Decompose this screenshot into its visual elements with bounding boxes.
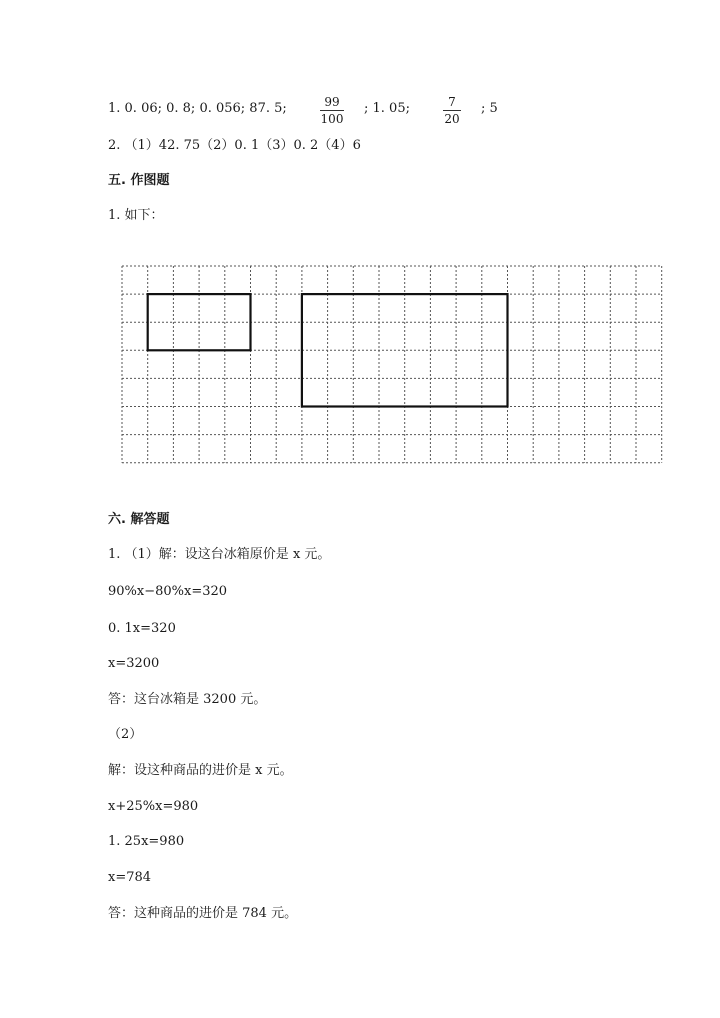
answer-line: 解：设这种商品的进价是 x 元。 bbox=[108, 763, 293, 778]
answer-line: 1. 25x=980 bbox=[108, 834, 185, 849]
section-5-title: 五. 作图题 bbox=[108, 173, 170, 188]
answer-line: 0. 1x=320 bbox=[108, 621, 176, 636]
answer-line: x+25%x=980 bbox=[108, 799, 199, 814]
fraction-denominator: 100 bbox=[320, 112, 344, 126]
answer-4-1-part3: ; 5 bbox=[481, 101, 498, 116]
fraction-denominator: 20 bbox=[444, 112, 460, 126]
answer-line: x=3200 bbox=[108, 656, 160, 671]
answer-4-1-part1: 1. 0. 06; 0. 8; 0. 056; 87. 5; bbox=[108, 101, 287, 116]
answer-line: 答：这种商品的进价是 784 元。 bbox=[108, 906, 298, 921]
answer-4-2: 2. （1）42. 75（2）0. 1（3）0. 2（4）6 bbox=[108, 138, 361, 153]
answer-line: （2） bbox=[108, 727, 143, 742]
fraction-numerator: 7 bbox=[448, 95, 456, 109]
answer-line: 1. （1）解：设这台冰箱原价是 x 元。 bbox=[108, 547, 331, 562]
answer-line: 答：这台冰箱是 3200 元。 bbox=[108, 692, 267, 707]
fraction-numerator: 99 bbox=[324, 95, 340, 109]
answer-5-1: 1. 如下： bbox=[108, 208, 164, 223]
answer-line: 90%x−80%x=320 bbox=[108, 584, 228, 599]
answer-4-1-part2: ; 1. 05; bbox=[364, 101, 410, 116]
section-6-title: 六. 解答题 bbox=[108, 512, 170, 527]
answer-line: x=784 bbox=[108, 870, 152, 885]
